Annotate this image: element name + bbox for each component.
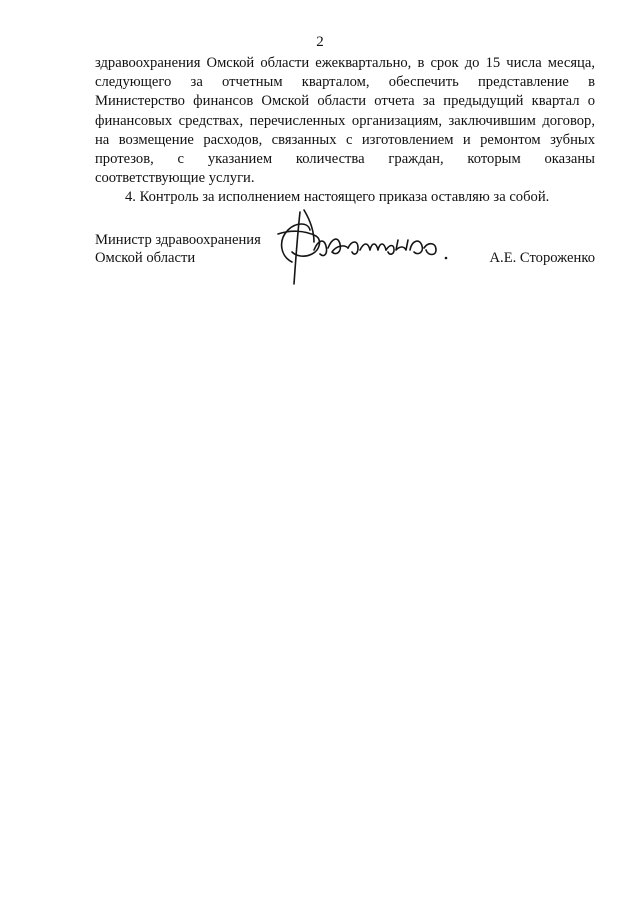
paragraph-line: финансовых средствах, перечисленных организациям, заключившим договор, [95,112,595,129]
signer-title [95,231,261,267]
signer-title-line: Министр здравоохранения [95,232,261,248]
document-body [95,54,595,208]
handwritten-signature [270,200,460,290]
paragraph-line: на возмещение расходов, связанных с изготовлением и ремонтом зубных [95,131,595,148]
page-number: 2 [316,34,324,50]
paragraph-line: соответствующие услуги. [95,170,255,187]
paragraph-line: следующего за отчетным кварталом, обеспечить представление в [95,74,595,91]
paragraph-line: 4. Контроль за исполнением настоящего приказа оставляю за собой. [125,189,550,206]
paragraph-line: протезов, с указанием количества граждан, которым оказаны [95,150,595,167]
paragraph-line: здравоохранения Омской области ежеквартально, в срок до 15 числа месяца, [95,55,595,71]
signer-name: А.Е. Стороженко [489,250,595,266]
signer-title-line: Омской области [95,250,196,266]
paragraph-line: Министерство финансов Омской области отчета за предыдущий квартал о [95,93,595,110]
